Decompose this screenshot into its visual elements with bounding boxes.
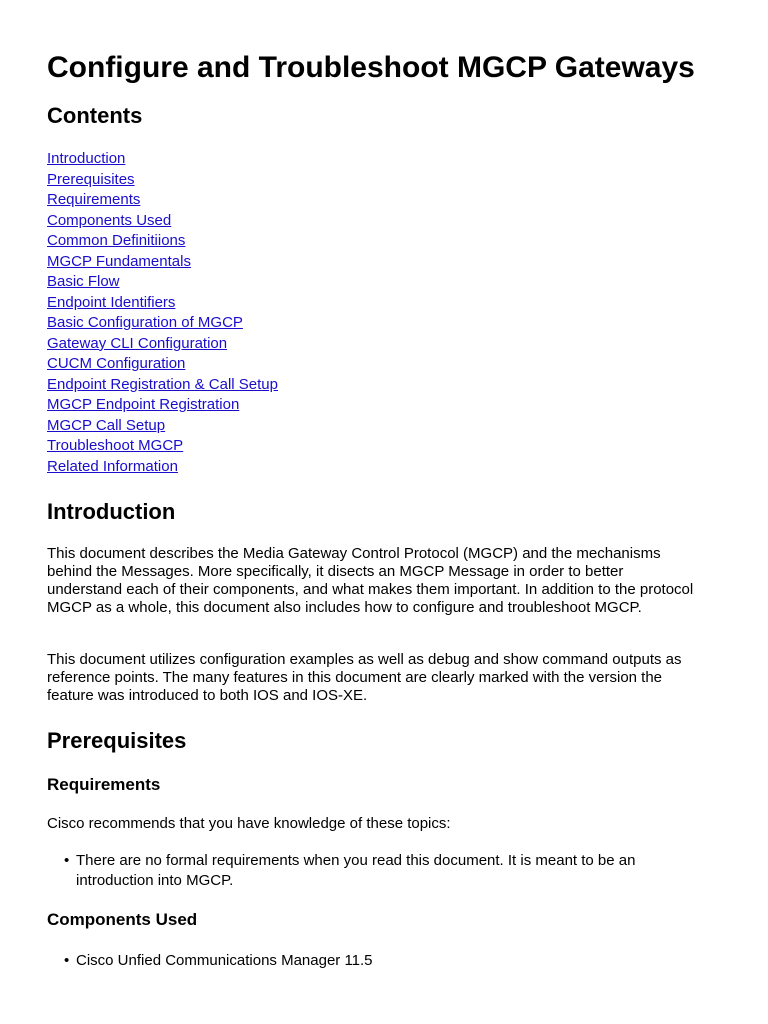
list-item	[47, 951, 722, 971]
toc-item-requirements	[47, 190, 278, 211]
prerequisites-heading: Prerequisites	[47, 728, 187, 753]
introduction-paragraph-2	[47, 651, 722, 705]
toc-link[interactable]: Gateway CLI Configuration	[47, 334, 228, 352]
toc-item-components-used	[47, 211, 278, 232]
toc-link[interactable]: Related Information	[47, 457, 178, 475]
toc-item-endpoint-identifiers	[47, 293, 278, 314]
text-line: introduction into MGCP.	[76, 872, 234, 889]
requirements-list	[47, 851, 722, 891]
toc-link[interactable]: MGCP Fundamentals	[47, 252, 191, 270]
text-line: behind the Messages. More specifically, it disects an MGCP Message in order to better	[47, 563, 624, 580]
toc-link[interactable]: Endpoint Identifiers	[47, 293, 176, 311]
toc-item-basic-flow	[47, 272, 278, 293]
text-line: reference points. The many features in this document are clearly marked with the version the	[47, 669, 663, 686]
text-line: feature was introduced to both IOS and IOS-XE.	[47, 687, 368, 704]
requirements-heading: Requirements	[47, 775, 161, 794]
toc-item-introduction	[47, 149, 278, 170]
toc-item-troubleshoot-mgcp	[47, 436, 278, 457]
toc-link[interactable]: Requirements	[47, 191, 141, 208]
toc-link[interactable]: MGCP Call Setup	[47, 416, 166, 434]
bullet-glyph: •	[64, 852, 70, 869]
contents-heading: Contents	[47, 103, 143, 128]
bullet-glyph: •	[64, 952, 70, 969]
introduction-paragraph-1	[47, 545, 722, 617]
toc-item-basic-configuration	[47, 313, 278, 334]
toc-link[interactable]: Introduction	[47, 150, 126, 167]
toc-item-related-information	[47, 457, 278, 478]
toc-item-common-definitions	[47, 231, 278, 252]
table-of-contents	[47, 149, 278, 477]
page-title: Configure and Troubleshoot MGCP Gateways	[47, 51, 695, 84]
toc-link[interactable]: MGCP Endpoint Registration	[47, 396, 240, 413]
text-line: understand each of their components, and what makes them important. In addition to the protocol	[47, 581, 694, 598]
toc-item-cucm-configuration	[47, 354, 278, 375]
toc-link[interactable]: Troubleshoot MGCP	[47, 437, 184, 454]
list-item-text: Cisco Unfied Communications Manager 11.5	[76, 952, 373, 969]
toc-item-endpoint-registration-call-setup	[47, 375, 278, 396]
introduction-heading: Introduction	[47, 499, 176, 524]
components-used-heading: Components Used	[47, 910, 198, 929]
text-line: This document utilizes configuration examples as well as debug and show command outputs as	[47, 651, 682, 668]
toc-link[interactable]: CUCM Configuration	[47, 355, 186, 372]
list-item	[47, 851, 722, 891]
text-line: This document describes the Media Gateway Control Protocol (MGCP) and the mechanisms	[47, 545, 661, 562]
text-line: There are no formal requirements when you read this document. It is meant to be an	[76, 852, 636, 869]
toc-link[interactable]: Basic Flow	[47, 273, 120, 290]
toc-link[interactable]: Common Definitiions	[47, 232, 186, 249]
toc-item-prerequisites	[47, 170, 278, 191]
toc-item-gateway-cli-configuration	[47, 334, 278, 355]
requirements-text: Cisco recommends that you have knowledge of these topics:	[47, 815, 451, 832]
toc-link[interactable]: Components Used	[47, 211, 172, 229]
toc-link[interactable]: Prerequisites	[47, 170, 135, 188]
components-list	[47, 951, 722, 971]
toc-item-mgcp-fundamentals	[47, 252, 278, 273]
toc-item-mgcp-endpoint-registration	[47, 395, 278, 416]
toc-link[interactable]: Basic Configuration of MGCP	[47, 314, 243, 331]
text-line: MGCP as a whole, this document also includes how to configure and troubleshoot MGCP.	[47, 599, 642, 616]
toc-item-mgcp-call-setup	[47, 416, 278, 437]
toc-link[interactable]: Endpoint Registration & Call Setup	[47, 375, 278, 393]
